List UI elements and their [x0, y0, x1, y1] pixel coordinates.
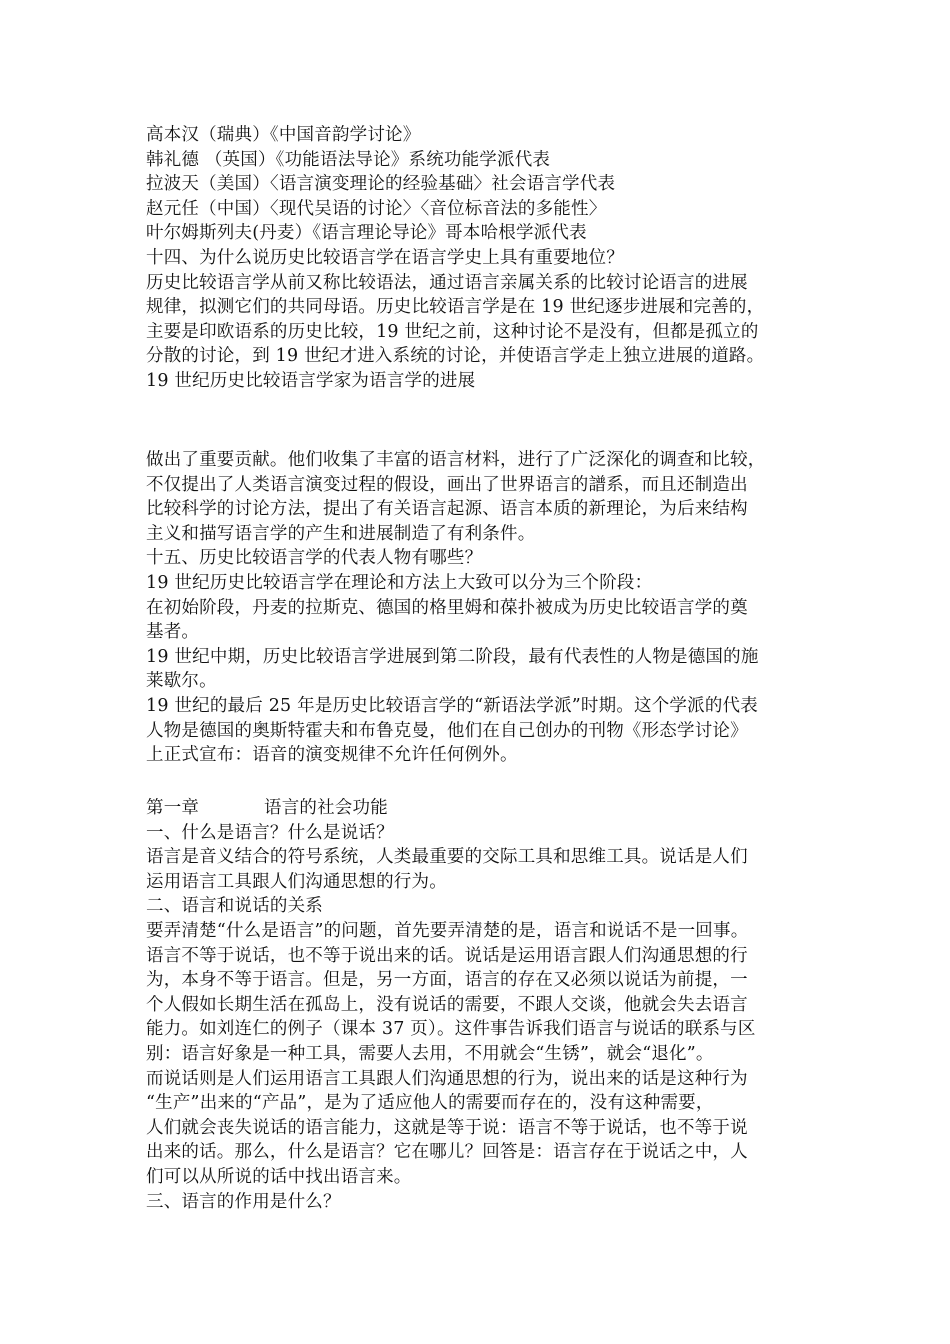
chapter-heading [146, 796, 826, 821]
text-line: 19 世纪中期，历史比较语言学进展到第二阶段，最有代表性的人物是德国的施 [146, 646, 759, 667]
text-line: 莱歇尔。 [146, 671, 217, 692]
text-line: 上正式宣布：语音的演变规律不允许任何例外。 [146, 745, 518, 766]
text-line: 比较科学的讨论方法，提出了有关语言起源、语言本质的新理论，为后来结构 [146, 499, 748, 520]
text-block-chapter-one [146, 796, 826, 1214]
section-heading: 二、语言和说话的关系 [146, 896, 323, 917]
text-line: 别：语言好象是一种工具，需要人去用，不用就会“生锈”，就会“退化”。 [146, 1043, 714, 1064]
section-heading: 三、语言的作用是什么？ [146, 1191, 341, 1212]
text-block-historical-linguistics [146, 448, 826, 768]
text-line: 19 世纪历史比较语言学在理论和方法上大致可以分为三个阶段： [146, 572, 653, 593]
text-line: 在初始阶段，丹麦的拉斯克、德国的格里姆和葆扑被成为历史比较语言学的奠 [146, 597, 748, 618]
text-line: 韩礼德 （英国）《功能语法导论》系统功能学派代表 [146, 149, 551, 170]
text-line: 做出了重要贡献。他们收集了丰富的语言材料，进行了广泛深化的调查和比较， [146, 450, 766, 470]
section-heading: 十四、为什么说历史比较语言学在语言学史上具有重要地位？ [146, 247, 624, 268]
text-line: 主义和描写语言学的产生和进展制造了有利条件。 [146, 523, 536, 544]
text-line: 规律，拟测它们的共同母语。历史比较语言学是在 19 世纪逐步进展和完善的， [146, 297, 765, 318]
text-line: 运用语言工具跟人们沟通思想的行为。 [146, 871, 447, 892]
text-line: 而说话则是人们运用语言工具跟人们沟通思想的行为，说出来的话是这种行为 [146, 1068, 748, 1089]
text-line: 基者。 [146, 622, 200, 643]
section-heading: 一、什么是语言？什么是说话？ [146, 822, 394, 843]
chapter-title: 语言的社会功能 [264, 798, 388, 818]
text-line: 历史比较语言学从前又称比较语法，通过语言亲属关系的比较讨论语言的进展 [146, 272, 748, 293]
text-line: 能力。如刘连仁的例子（课本 37 页）。这件事告诉我们语言与说话的联系与区 [146, 1019, 756, 1040]
text-block-linguists [146, 123, 826, 394]
text-line: 主要是印欧语系的历史比较，19 世纪之前，这种讨论不是没有，但都是孤立的 [146, 321, 759, 342]
text-line: 分散的讨论，到 19 世纪才进入系统的讨论，并使语言学走上独立进展的道路。 [146, 346, 765, 367]
text-line: 拉波天（美国）〈语言演变理论的经验基础〉社会语言学代表 [146, 174, 616, 195]
text-line: 出来的话。那么，什么是语言？它在哪儿？回答是：语言存在于说话之中，人 [146, 1142, 748, 1163]
text-line: 语言不等于说话，也不等于说出来的话。说话是运用语言跟人们沟通思想的行 [146, 945, 748, 966]
text-line: 高本汉（瑞典）《中国音韵学讨论》 [146, 125, 421, 145]
text-line: 19 世纪的最后 25 年是历史比较语言学的“新语法学派”时期。这个学派的代表 [146, 695, 758, 716]
text-line: 语言是音义结合的符号系统，人类最重要的交际工具和思维工具。说话是人们 [146, 847, 748, 868]
text-line: 人们就会丧失说话的语言能力，这就是等于说：语言不等于说话，也不等于说 [146, 1117, 748, 1138]
text-line: 叶尔姆斯列夫(丹麦）《语言理论导论》哥本哈根学派代表 [146, 223, 587, 244]
text-line: 人物是德国的奥斯特霍夫和布鲁克曼，他们在自己创办的刊物《形态学讨论》 [146, 720, 748, 741]
section-heading: 十五、历史比较语言学的代表人物有哪些？ [146, 548, 483, 569]
chapter-number: 第一章 [146, 798, 200, 818]
text-line: 19 世纪历史比较语言学家为语言学的进展 [146, 370, 476, 391]
text-line: 个人假如长期生活在孤岛上，没有说话的需要，不跟人交谈，他就会失去语言 [146, 994, 748, 1015]
text-line: “生产”出来的“产品”，是为了适应他人的需要而存在的，没有这种需要， [146, 1093, 714, 1114]
text-line: 要弄清楚“什么是语言”的问题，首先要弄清楚的是，语言和说话不是一回事。 [146, 920, 749, 941]
text-line: 不仅提出了人类语言演变过程的假设，画出了世界语言的譜系，而且还制造出 [146, 474, 748, 495]
text-line: 赵元任（中国）〈现代吴语的讨论〉〈音位标音法的多能性〉 [146, 198, 607, 219]
text-line: 们可以从所说的话中找出语言来。 [146, 1166, 412, 1187]
text-line: 为，本身不等于语言。但是，另一方面，语言的存在又必须以说话为前提，一 [146, 970, 748, 991]
